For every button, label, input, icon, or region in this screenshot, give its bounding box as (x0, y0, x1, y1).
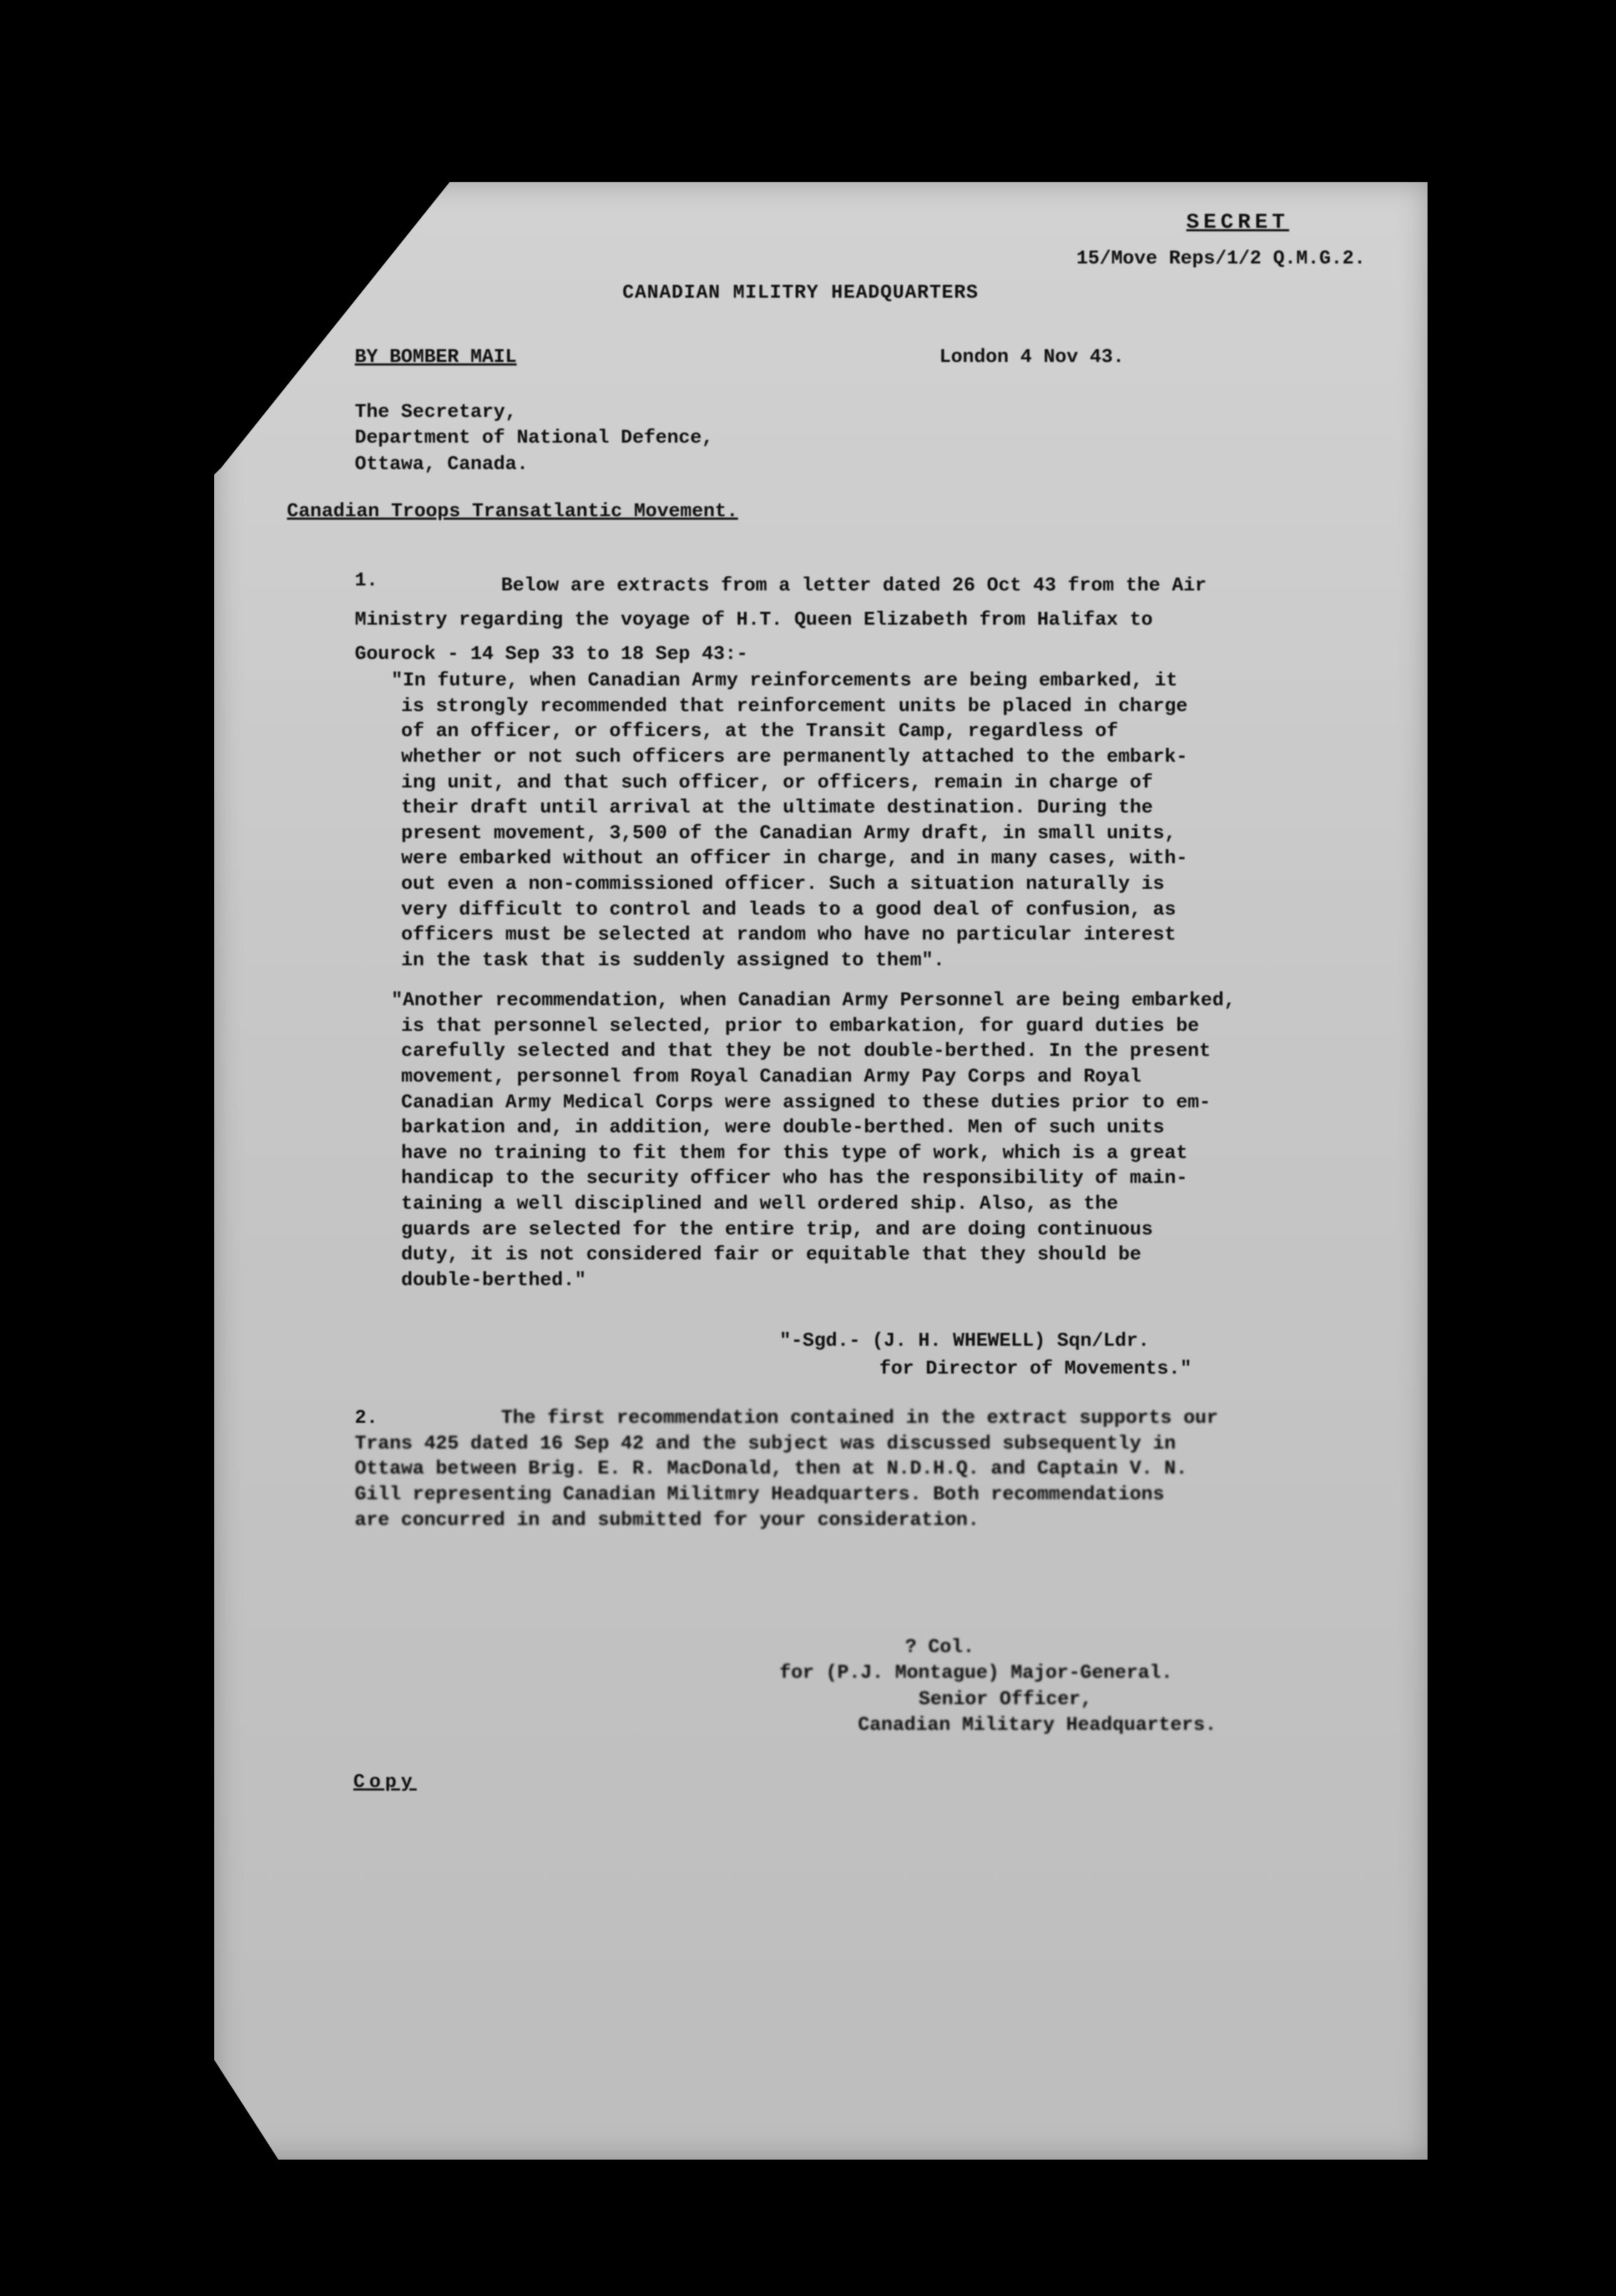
signature-name: for (P.J. Montague) Major-General. (779, 1663, 1173, 1685)
quote-signature-line: "-Sgd.- (J. H. WHEWELL) Sqn/Ldr. (779, 1331, 1150, 1352)
quote-line: were embarked without an officer in charge, and in many cases, with- (401, 848, 1188, 870)
quote-line: taining a well disciplined and well ordered ship. Also, as the (401, 1194, 1118, 1215)
paragraph-line: Below are extracts from a letter dated 26 Oct 43 from the Air (501, 575, 1207, 597)
quote-line: their draft until arrival at the ultimate destination. During the (401, 797, 1153, 820)
subject-line: Canadian Troops Transatlantic Movement. (287, 501, 738, 523)
quote-line: very difficult to control and leads to a good deal of confusion, as (401, 899, 1176, 921)
quote-line: present movement, 3,500 of the Canadian Army draft, in small units, (401, 822, 1176, 845)
quote-line: "In future, when Canadian Army reinforcements are being embarked, it (391, 670, 1178, 692)
paragraph-2 (355, 1406, 1218, 1534)
recipient-line: The Secretary, (355, 402, 517, 423)
signature-title: Senior Officer, (919, 1688, 1093, 1711)
quote-line: duty, it is not considered fair or equitable that they should be (401, 1244, 1141, 1267)
signature-block (779, 1635, 1216, 1739)
paragraph-1 (355, 569, 1206, 672)
dispatch-method: BY BOMBER MAIL (355, 347, 517, 368)
quote-line: officers must be selected at random who have no particular interest (401, 925, 1176, 947)
quote-line: barkation and, in addition, were double-berthed. Men of such units (401, 1117, 1165, 1139)
quote-line: in the task that is suddenly assigned to them". (401, 950, 945, 972)
signature-rank: ? Col. (905, 1637, 975, 1658)
place-and-date: London 4 Nov 43. (939, 347, 1125, 368)
paragraph-2-number: 2. (355, 1408, 378, 1429)
paragraph-line: Ottawa between Brig. E. R. MacDonald, then at N.D.H.Q. and Captain V. N. (355, 1459, 1188, 1481)
quote-line: carefully selected and that they be not double-berthed. In the present (401, 1041, 1211, 1063)
paragraph-line: Ministry regarding the voyage of H.T. Queen Elizabeth from Halifax to (355, 610, 1153, 632)
paragraph-line: Gourock - 14 Sep 33 to 18 Sep 43:- (355, 644, 748, 666)
recipient-line: Ottawa, Canada. (355, 453, 529, 475)
quote-line: "Another recommendation, when Canadian Army Personnel are being embarked, (391, 990, 1236, 1012)
quote-line: have no training to fit them for this type of work, which is a great (401, 1142, 1188, 1164)
quote-line: double-berthed." (401, 1269, 587, 1292)
quote-line: out even a non-commissioned officer. Such a situation naturally is (401, 874, 1165, 895)
paragraph-line: are concurred in and submitted for your consideration. (355, 1509, 979, 1531)
quote-line: ing unit, and that such officer, or officers, remain in charge of (401, 772, 1153, 794)
letterhead: CANADIAN MILITRY HEADQUARTERS (622, 283, 979, 304)
quote-line: Canadian Army Medical Corps were assigned to these duties prior to em- (401, 1092, 1211, 1114)
paragraph-1-number: 1. (355, 570, 378, 592)
quote-line: is that personnel selected, prior to embarkation, for guard duties be (401, 1015, 1199, 1037)
paragraph-line: Trans 425 dated 16 Sep 42 and the subject was discussed subsequently in (355, 1433, 1176, 1455)
quote-line: of an officer, or officers, at the Transit Camp, regardless of (401, 721, 1118, 743)
paragraph-line: Gill representing Canadian Militmry Headquarters. Both recommendations (355, 1484, 1165, 1506)
copy-mark: Copy (353, 1772, 417, 1793)
quote-line: is strongly recommended that reinforcement units be placed in charge (401, 695, 1188, 718)
quoted-extract-1 (391, 669, 1188, 975)
signature-organization: Canadian Military Headquarters. (858, 1715, 1217, 1737)
quote-line: whether or not such officers are permanently attached to the embark- (401, 746, 1188, 768)
file-reference: 15/Move Reps/1/2 Q.M.G.2. (1076, 248, 1366, 270)
quote-line: movement, personnel from Royal Canadian Army Pay Corps and Royal (401, 1066, 1141, 1088)
quoted-signature (779, 1328, 1191, 1384)
recipient-address (355, 400, 713, 478)
quote-signature-line: for Director of Movements." (879, 1359, 1192, 1381)
quoted-extract-2 (391, 989, 1236, 1294)
classification-mark: SECRET (1186, 211, 1290, 235)
recipient-line: Department of National Defence, (355, 428, 714, 450)
quote-line: handicap to the security officer who has the responsibility of main- (401, 1168, 1188, 1190)
quote-line: guards are selected for the entire trip, and are doing continuous (401, 1219, 1153, 1241)
paragraph-line: The first recommendation contained in the extract supports our (501, 1408, 1218, 1429)
